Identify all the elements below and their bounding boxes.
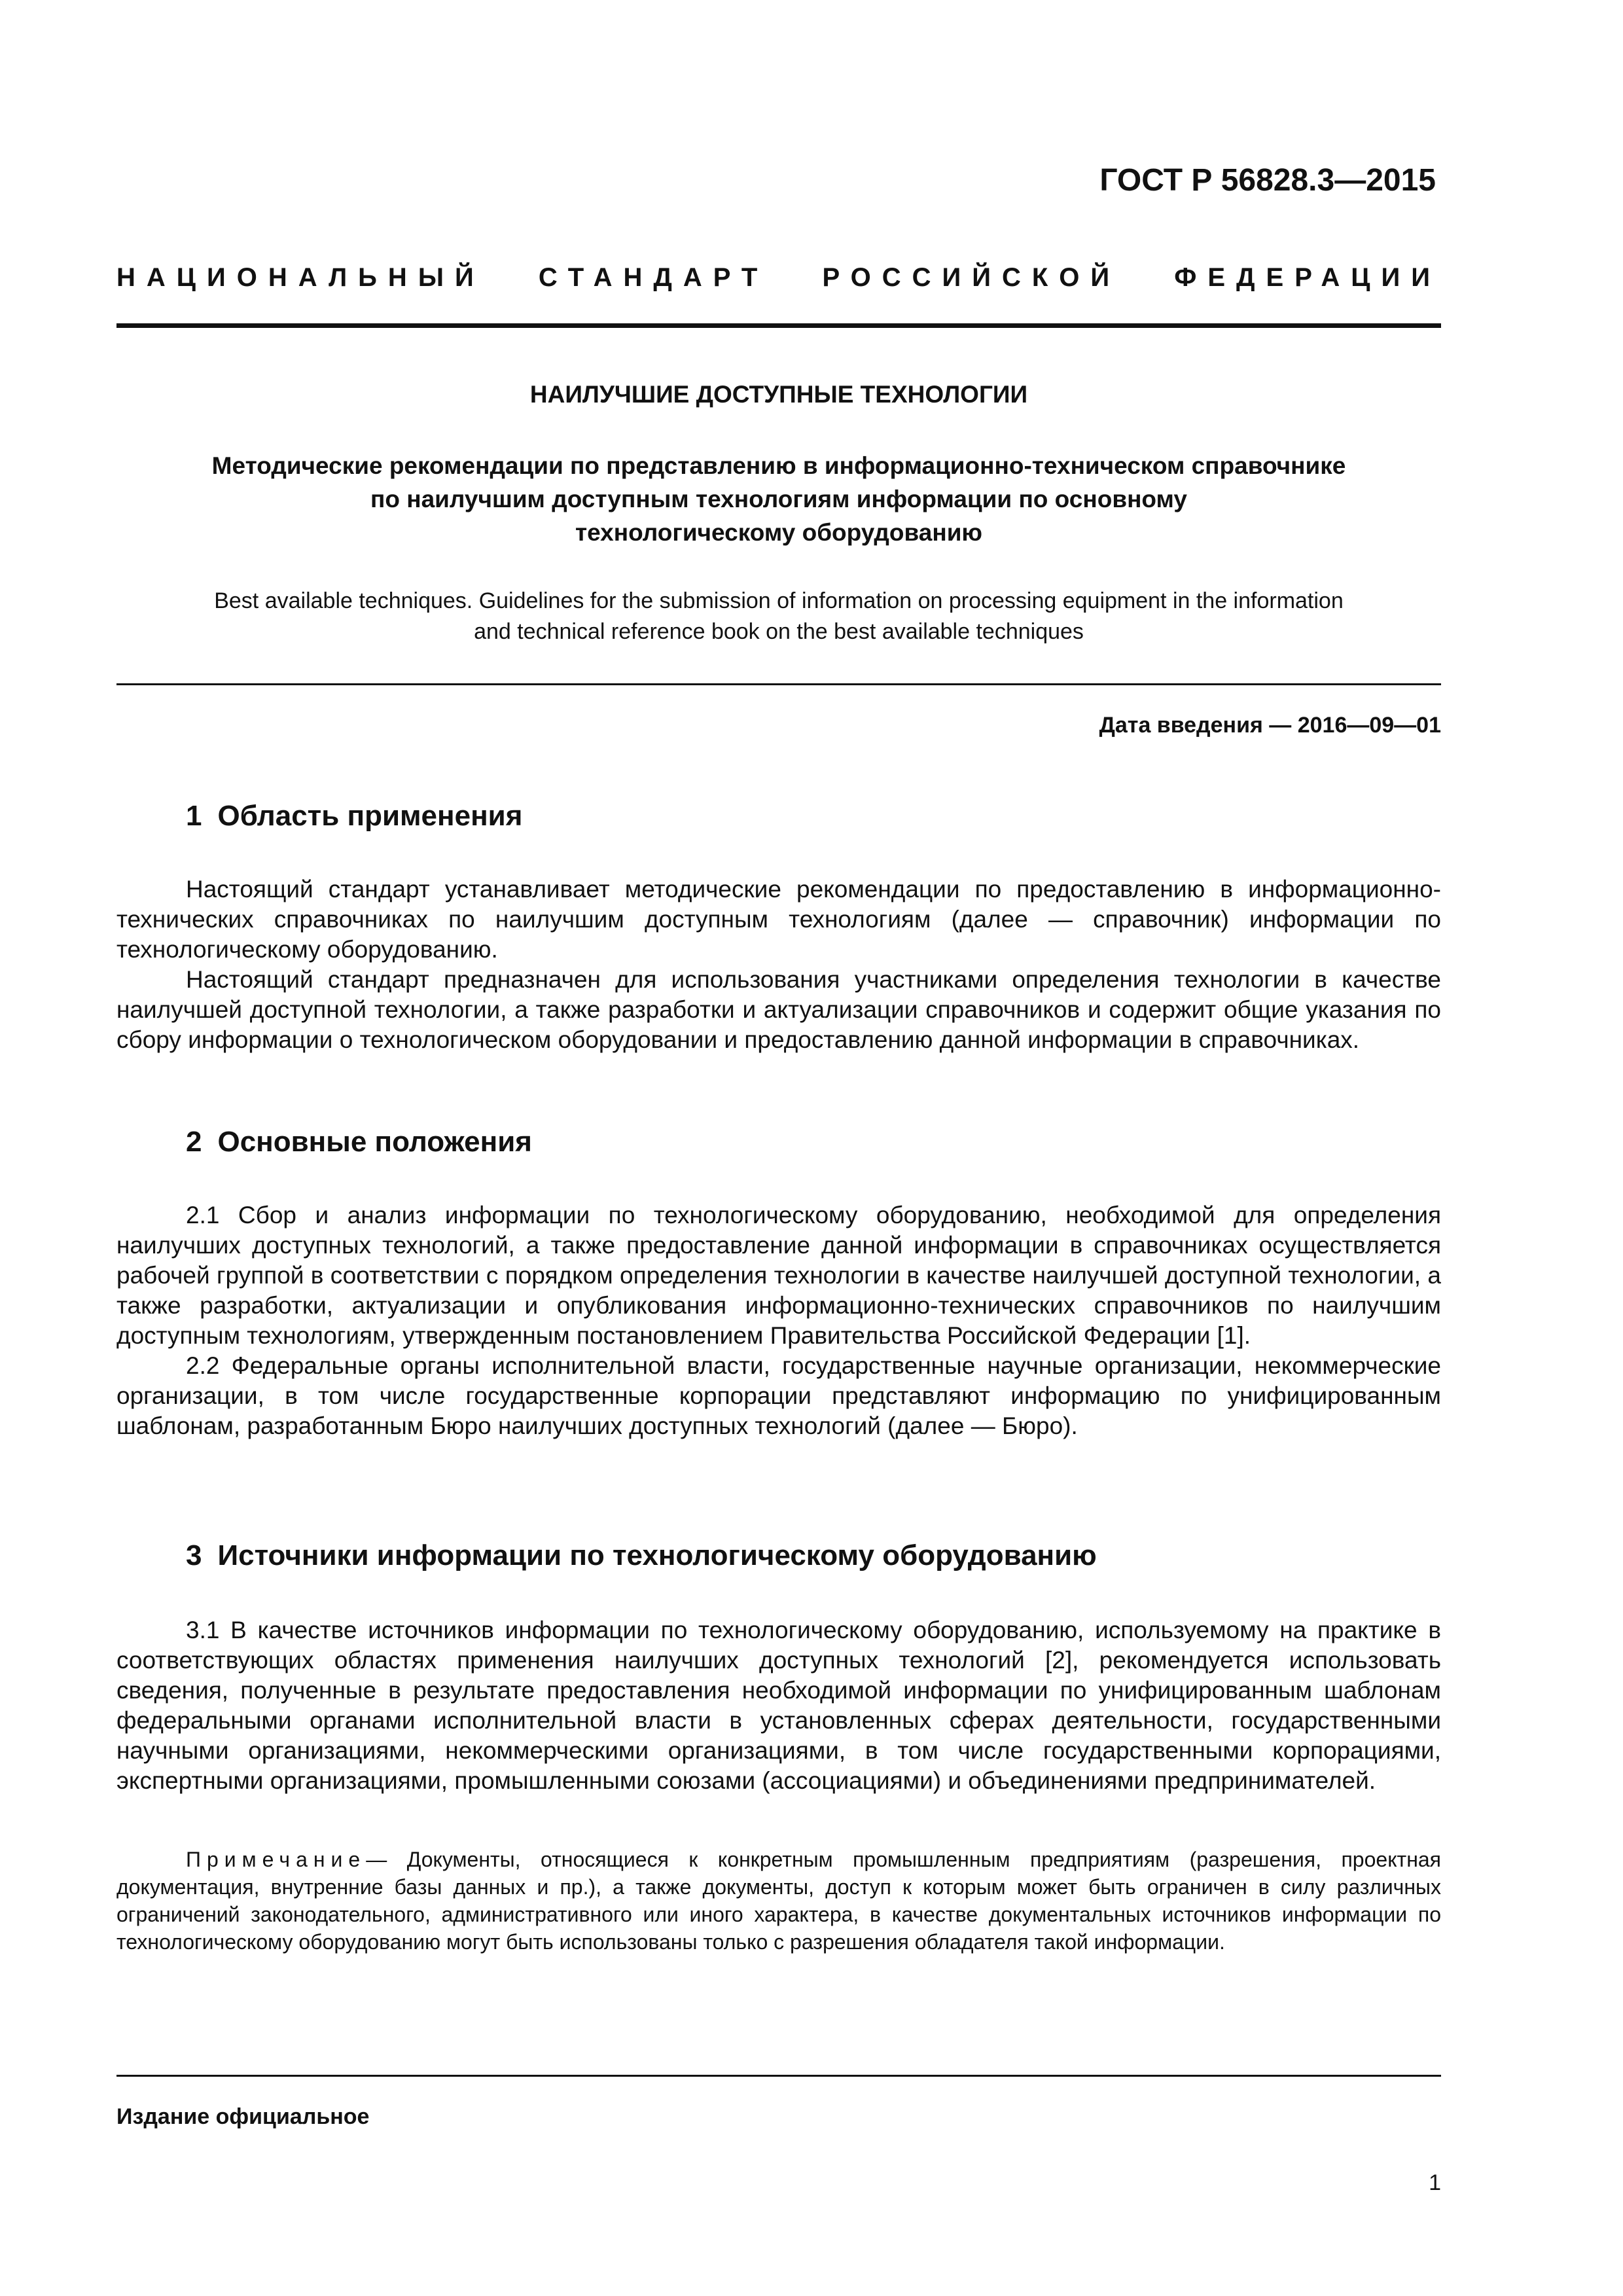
section-2-number: 2 <box>186 1126 202 1158</box>
section-3-heading <box>186 1539 1097 1572</box>
national-title-word-4: ФЕДЕРАЦИИ <box>1174 263 1441 292</box>
section-2-paragraph: 2.2 Федеральные органы исполнительной власти, государственные научные организации, некоммерческие организации, в том числе государственные корпорации представляют информацию по унифицированным шаблонам, разработанным Бюро наилучших доступных технологий (далее — Бюро). <box>116 1352 1441 1439</box>
english-line-1: Best available techniques. Guidelines for the submission of information on processing equipment in the information <box>214 588 1344 613</box>
section-1-heading <box>186 800 522 833</box>
footer-divider <box>116 2075 1441 2077</box>
section-2-paragraph: 2.1 Сбор и анализ информации по технологическому оборудованию, необходимой для определения наилучших доступных технологий, а также предоставление данной информации в справочниках осуществляется рабочей группой в соответствии с порядком определения технологии в качестве наилучшей доступной технологии, а также разработки, актуализации и опубликования информационно-технических справочников по наилучшим доступным технологиям, утвержденным постановлением Правительства Российской Федерации [1]. <box>116 1202 1441 1349</box>
standard-designation: ГОСТ Р 56828.3—2015 <box>1099 163 1436 198</box>
document-title: НАИЛУЧШИЕ ДОСТУПНЫЕ ТЕХНОЛОГИИ <box>529 381 1028 408</box>
section-1-number: 1 <box>186 800 202 832</box>
section-2-body <box>116 1200 1441 1441</box>
english-line-2: and technical reference book on the best available techniques <box>474 619 1084 644</box>
section-3-number: 3 <box>186 1539 202 1571</box>
note-label: Примечание <box>186 1848 366 1871</box>
national-title-word-2: СТАНДАРТ <box>538 263 769 292</box>
section-1-paragraph: Настоящий стандарт устанавливает методические рекомендации по предоставлению в информационно-технических справочниках по наилучшим доступным технологиям (далее — справочник) информации по технологическому оборудованию. <box>116 876 1441 963</box>
national-title-word-3: РОССИЙСКОЙ <box>822 263 1121 292</box>
note-block <box>116 1846 1441 1956</box>
official-edition-label: Издание официальное <box>116 2104 370 2129</box>
subtitle-line-3: технологическому оборудованию <box>575 519 983 546</box>
header-divider <box>116 323 1441 328</box>
note-text: — Документы, относящиеся к конкретным промышленным предприятиям (разрешения, проектная документация, внутренние базы данных и пр.), а также документы, доступ к которым может быть ограничен в силу различных ограничений законодательного, административного или иного характера, в качестве документальных источников информации по технологическому оборудованию могут быть использованы только с разрешения обладателя такой информации. <box>116 1848 1441 1954</box>
section-1-body <box>116 874 1441 1055</box>
section-2-title: Основные положения <box>217 1126 532 1158</box>
document-subtitle-english <box>116 586 1441 647</box>
section-3-title: Источники информации по технологическому оборудованию <box>217 1539 1097 1571</box>
national-title-word-1: НАЦИОНАЛЬНЫЙ <box>116 263 485 292</box>
section-1-title: Область применения <box>217 800 523 832</box>
subtitle-line-2: по наилучшим доступным технологиям информации по основному <box>370 486 1187 512</box>
subtitle-line-1: Методические рекомендации по представлению в информационно-техническом справочнике <box>211 452 1346 479</box>
section-3-body <box>116 1615 1441 1796</box>
document-subtitle <box>116 449 1441 549</box>
section-2-heading <box>186 1126 532 1158</box>
section-1-paragraph: Настоящий стандарт предназначен для использования участниками определения технологии в качестве наилучшей доступной технологии, а также разработки и актуализации справочников и содержит общие указания по сбору информации о технологическом оборудовании и предоставлению данной информации в справочниках. <box>116 966 1441 1053</box>
page-number: 1 <box>1429 2170 1441 2195</box>
national-standard-title <box>116 263 1441 293</box>
title-divider <box>116 683 1441 685</box>
introduction-date: Дата введения — 2016—09—01 <box>1099 713 1441 738</box>
section-3-paragraph: 3.1 В качестве источников информации по технологическому оборудованию, используемому на практике в соответствующих областях применения наилучших доступных технологий [2], рекомендуется использовать сведения, полученные в результате предоставления необходимой информации по унифицированным шаблонам федеральными органами исполнительной власти в установленных сферах деятельности, государственными научными организациями, некоммерческими организациями, в том числе государственными корпорациями, экспертными организациями, промышленными союзами (ассоциациями) и объединениями предпринимателей. <box>116 1617 1441 1794</box>
